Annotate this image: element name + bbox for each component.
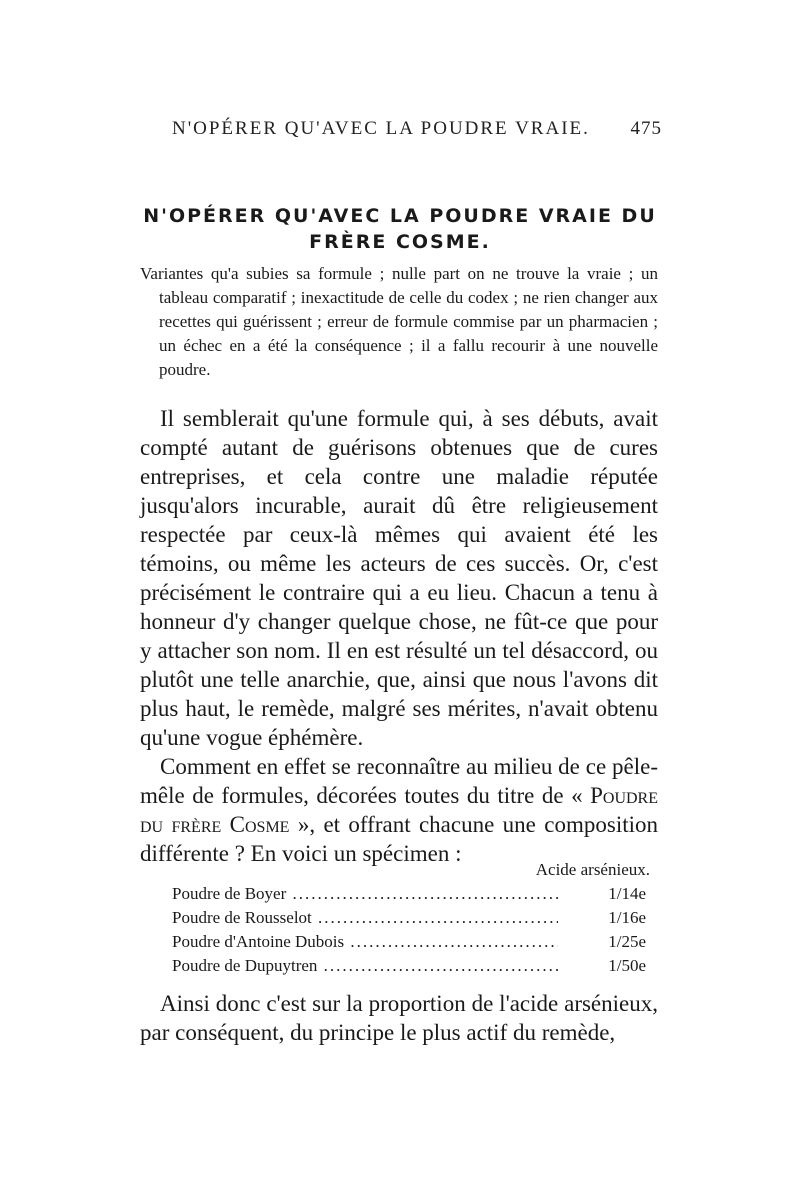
paragraph-3: Ainsi donc c'est sur la proportion de l'acide arsénieux, par conséquent, du principe le plus actif du remède, [140,991,658,1045]
table-row-value: 1/50e [608,956,646,975]
running-head-title: N'OPÉRER QU'AVEC LA POUDRE VRAIE. [172,118,590,139]
table-row [140,954,658,978]
table-row-name: Poudre de Dupuytren ..... [172,954,558,978]
paragraph-2-before: Comment en effet se reconnaître au milieu de ce pêle-mêle de formules, décorées toutes du titre de « [140,754,658,808]
table-row-name: Poudre d'Antoine Dubois ..... [172,930,558,954]
table-row [140,882,658,906]
table-row [140,906,658,930]
continuation-text [140,989,658,1047]
table-row-value: 1/16e [608,908,646,927]
chapter-title-line-1: N'OPÉRER QU'AVEC LA POUDRE VRAIE DU [143,205,657,227]
table-row-value: 1/14e [608,884,646,903]
paragraph-2-after: », et offrant chacune une composition différente ? En voici un spécimen : [140,812,658,866]
paragraph-1: Il semblerait qu'une formule qui, à ses débuts, avait compté autant de guérisons obtenues que de cures entreprises, et cela contre une maladie réputée jusqu'alors incurable, aurait dû être religieusement respectée par ceux-là mêmes qui avaient été les témoins, ou même les acteurs de ces succès. Or, c'est précisément le contraire qui a eu lieu. Chacun a tenu à honneur d'y changer quelque chose, ne fût-ce que pour y attacher son nom. Il en est résulté un tel désaccord, ou plutôt une telle anarchie, que, ainsi que nous l'avons dit plus haut, le remède, malgré ses mérites, n'avait obtenu qu'une vogue éphémère. [140,406,658,750]
body-text [140,404,658,868]
chapter-summary-text: Variantes qu'a subies sa formule ; nulle part on ne trouve la vraie ; un tableau comparatif ; inexactitude de celle du codex ; ne rien changer aux recettes qui guérissent ; erreur de formule commise par un pharmacien ; un échec en a été la conséquence ; il a fallu recourir à une nouvelle poudre. [140,264,658,379]
table-row [140,930,658,954]
paragraph-2-small-caps: Poudre du frère Cosme [140,783,658,837]
arsenic-table [140,858,658,978]
page-number: 475 [630,118,662,139]
chapter-title-line-2: FRÈRE COSME. [309,231,491,253]
paragraph-2 [140,752,658,868]
table-column-header: Acide arsénieux. [535,860,650,879]
table-row-value: 1/25e [608,932,646,951]
table-row-name: Poudre de Boyer ..... [172,882,558,906]
chapter-title [140,203,660,255]
table-row-name: Poudre de Rousselot ..... [172,906,558,930]
chapter-summary [140,262,658,382]
